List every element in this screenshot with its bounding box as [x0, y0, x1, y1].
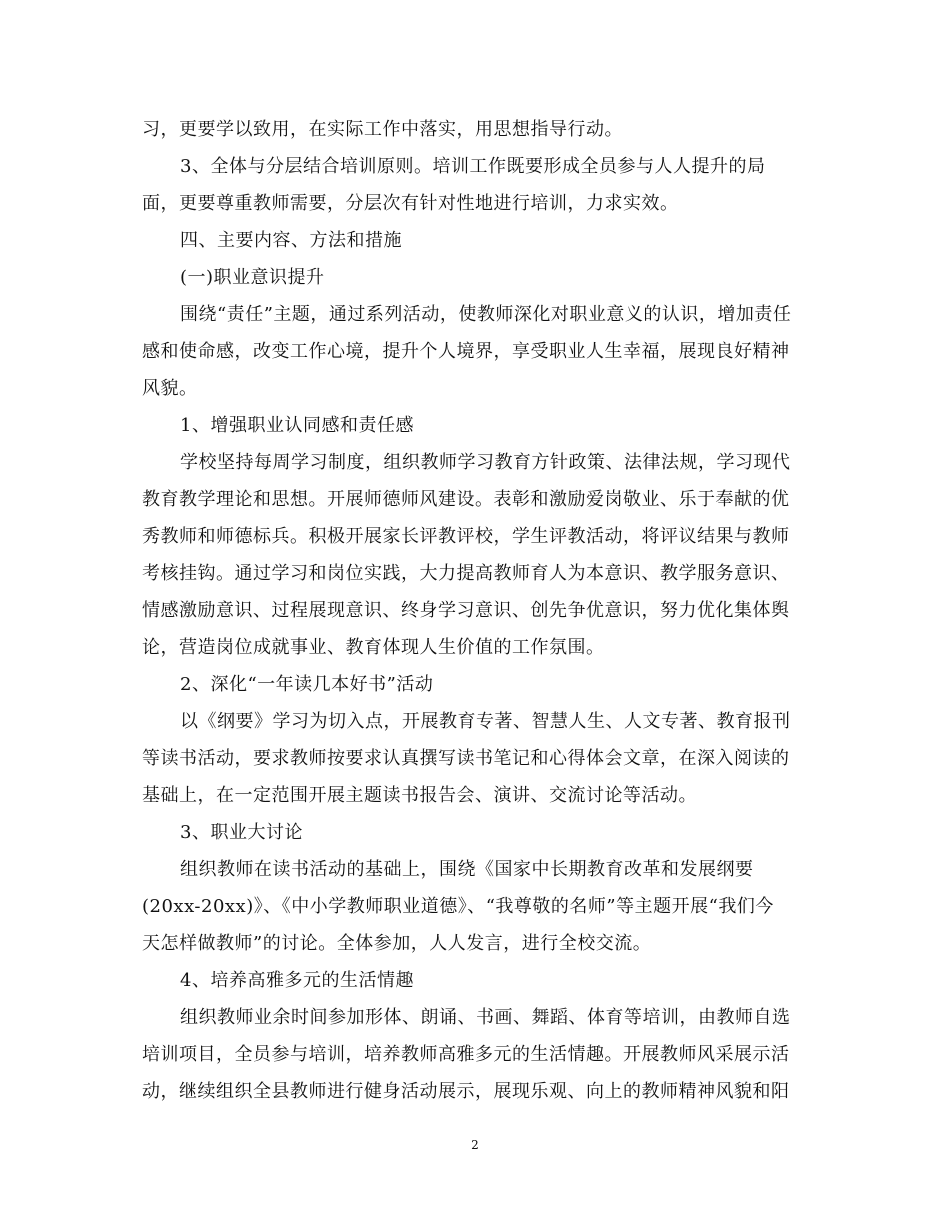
subsection-heading: (一)职业意识提升: [180, 267, 325, 288]
text-line: 风貌。: [142, 378, 198, 399]
text-line: 围绕“责任”主题，通过系列活动，使教师深化对职业意义的认识，增加责任: [180, 304, 792, 325]
text-line: 培训项目，全员参与培训，培养教师高雅多元的生活情趣。开展教师风采展示活: [142, 1044, 790, 1065]
text-line: 感和使命感，改变工作心境，提升个人境界，享受职业人生幸福，展现良好精神: [142, 341, 790, 362]
text-line: 动，继续组织全县教师进行健身活动展示，展现乐观、向上的教师精神风貌和阳: [142, 1081, 790, 1102]
text-line: 考核挂钩。通过学习和岗位实践，大力提高教师育人为本意识、教学服务意识、: [142, 563, 790, 584]
item-heading: 1、增强职业认同感和责任感: [180, 415, 414, 436]
page-number: 2: [471, 1138, 479, 1152]
text-line: 面，更要尊重教师需要，分层次有针对性地进行培训，力求实效。: [142, 193, 679, 214]
text-line: 习，更要学以致用，在实际工作中落实，用思想指导行动。: [142, 119, 623, 140]
text-line: 等读书活动，要求教师按要求认真撰写读书笔记和心得体会文章，在深入阅读的: [142, 748, 790, 769]
text-line: 组织教师业余时间参加形体、朗诵、书画、舞蹈、体育等培训，由教师自选: [180, 1007, 791, 1028]
text-line: 教育教学理论和思想。开展师德师风建设。表彰和激励爱岗敬业、乐于奉献的优: [142, 489, 790, 510]
text-line: 组织教师在读书活动的基础上，围绕《国家中长期教育改革和发展纲要: [180, 859, 754, 880]
text-line: 天怎样做教师”的讨论。全体参加，人人发言，进行全校交流。: [142, 933, 652, 954]
text-line: 情感激励意识、过程展现意识、终身学习意识、创先争优意识，努力优化集体舆: [142, 600, 790, 621]
text-line: 秀教师和师德标兵。积极开展家长评教评校，学生评教活动，将评议结果与教师: [142, 526, 790, 547]
item-heading: 4、培养高雅多元的生活情趣: [180, 970, 414, 991]
item-heading: 2、深化“一年读几本好书”活动: [180, 674, 434, 695]
text-line: 论，营造岗位成就事业、教育体现人生价值的工作氛围。: [142, 637, 605, 658]
section-heading: 四、主要内容、方法和措施: [180, 230, 402, 251]
text-line: 基础上，在一定范围开展主题读书报告会、演讲、交流讨论等活动。: [142, 785, 697, 806]
item-heading: 3、职业大讨论: [180, 822, 303, 843]
text-line: 学校坚持每周学习制度，组织教师学习教育方针政策、法律法规，学习现代: [180, 452, 791, 473]
text-line: 3、全体与分层结合培训原则。培训工作既要形成全员参与人人提升的局: [180, 156, 766, 177]
text-line: (20xx-20xx)》、《中小学教师职业道德》、“我尊敬的名师”等主题开展“我们今: [142, 896, 774, 917]
text-line: 以《纲要》学习为切入点，开展教育专著、智慧人生、人文专著、教育报刊: [180, 711, 791, 732]
